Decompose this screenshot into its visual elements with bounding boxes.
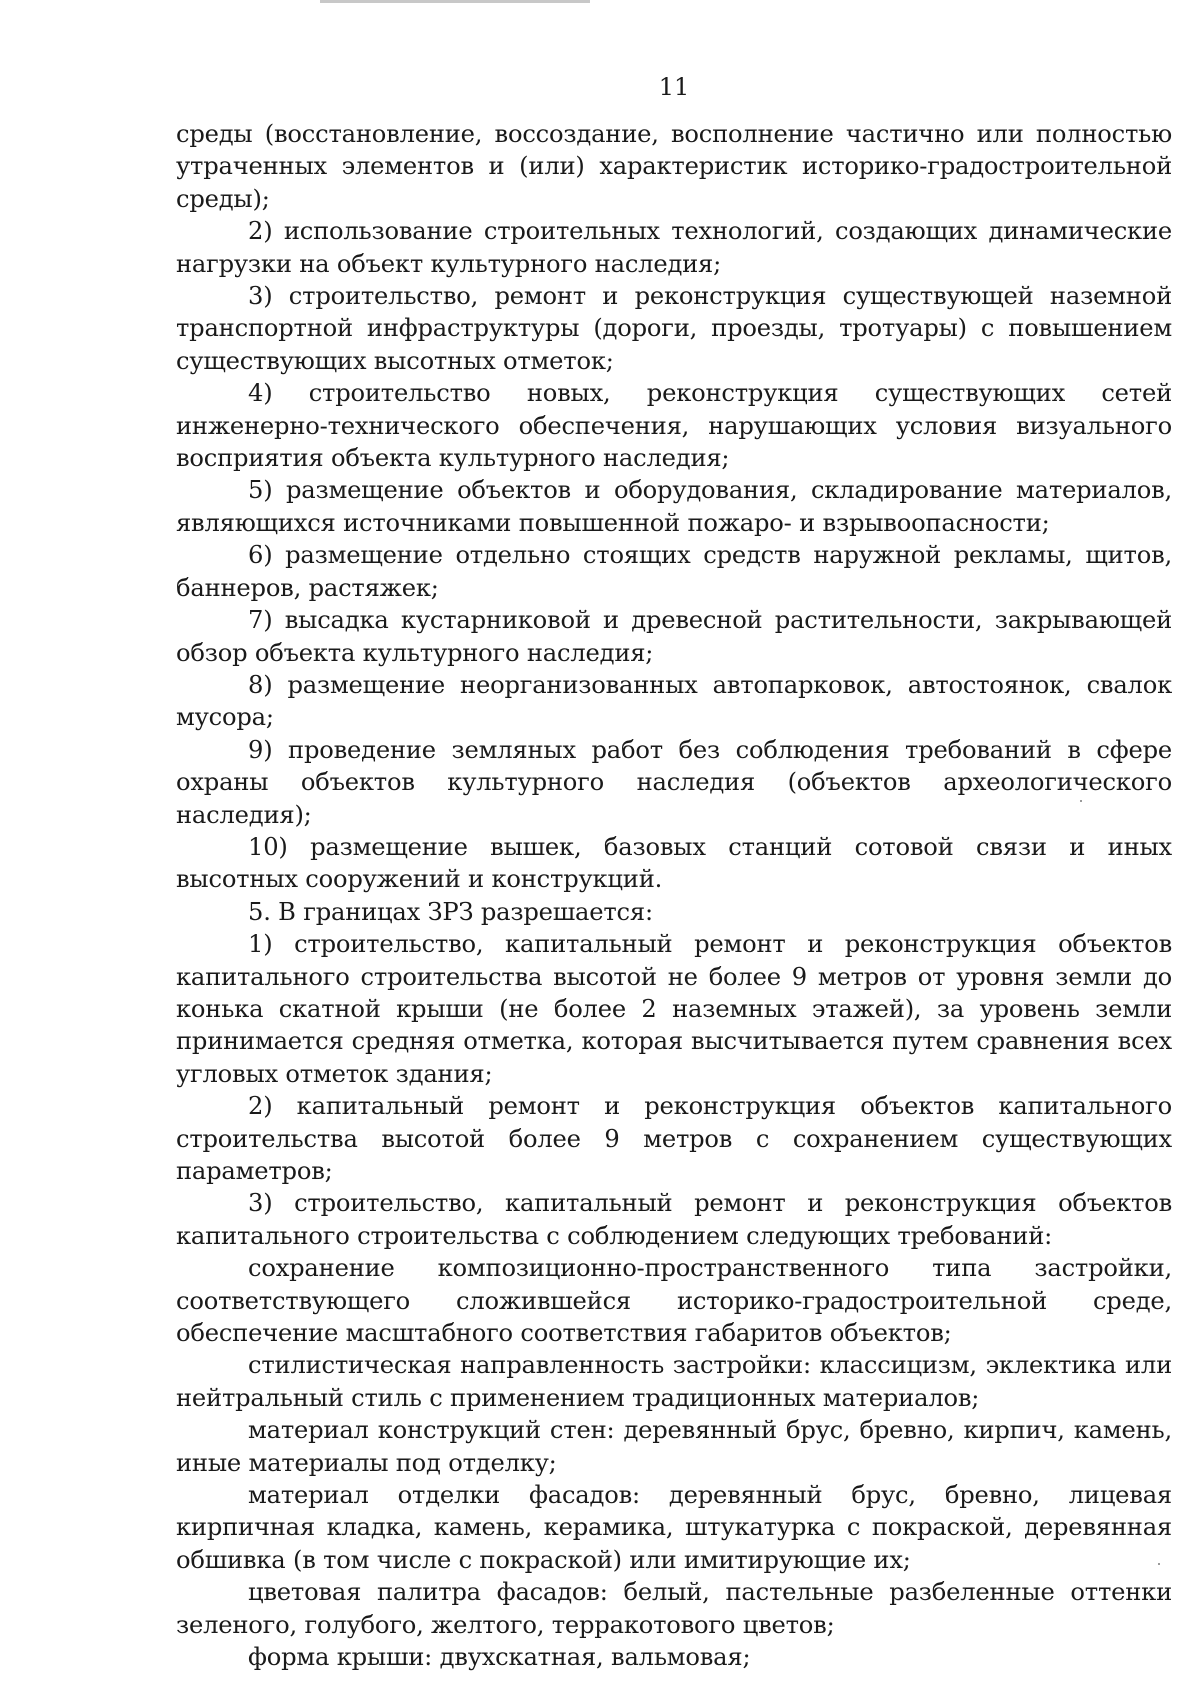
document-paragraph: материал отделки фасадов: деревянный брус, бревно, лицевая кирпичная кладка, камень, керамика, штукатурка с покраской, деревянная обшивка (в том числе с покраской) или имитирующие их; (176, 1481, 1172, 1574)
document-body (176, 118, 1172, 1674)
document-paragraph: 2) капитальный ремонт и реконструкция объектов капитального строительства высотой более 9 метров с сохранением существующих параметров; (176, 1092, 1172, 1185)
document-paragraph: 7) высадка кустарниковой и древесной растительности, закрывающей обзор объекта культурного наследия; (176, 606, 1172, 667)
document-paragraph: 9) проведение земляных работ без соблюдения требований в сфере охраны объектов культурного наследия (объектов археологического наследия); (176, 735, 1172, 829)
document-page (176, 70, 1172, 1674)
scan-edge-mark (320, 0, 590, 3)
document-paragraph: материал конструкций стен: деревянный брус, бревно, кирпич, камень, иные материалы под отделку; (176, 1416, 1172, 1477)
page-number: 11 (658, 73, 690, 101)
document-paragraph: 1) строительство, капитальный ремонт и реконструкция объектов капитального строительства высотой не более 9 метров от уровня земли до конька скатной крыши (не более 2 наземных этажей), за уровень земли принимается средняя отметка, которая высчитывается путем сравнения всех угловых отметок здания; (176, 930, 1172, 1088)
document-paragraph: 8) размещение неорганизованных автопарковок, автостоянок, свалок мусора; (176, 670, 1172, 732)
document-paragraph: 5) размещение объектов и оборудования, складирование материалов, являющихся источниками повышенной пожаро- и взрывоопасности; (176, 476, 1172, 537)
document-paragraph: 10) размещение вышек, базовых станций сотовой связи и иных высотных сооружений и конструкций. (176, 832, 1172, 894)
document-paragraph: 6) размещение отдельно стоящих средств наружной рекламы, щитов, баннеров, растяжек; (176, 541, 1172, 602)
document-paragraph: форма крыши: двухскатная, вальмовая; (248, 1643, 751, 1672)
document-paragraph: 2) использование строительных технологий, создающих динамические нагрузки на объект культурного наследия; (176, 217, 1172, 278)
document-paragraph: 5. В границах ЗРЗ разрешается: (248, 897, 653, 926)
document-paragraph: цветовая палитра фасадов: белый, пастельные разбеленные оттенки зеленого, голубого, желтого, терракотового цветов; (176, 1578, 1172, 1639)
document-paragraph: сохранение композиционно-пространственного типа застройки, соответствующего сложившейся историко-градостроительной среде, обеспечение масштабного соответствия габаритов объектов; (176, 1254, 1172, 1348)
document-paragraph: среды (восстановление, воссоздание, восполнение частично или полностью утраченных элементов и (или) характеристик историко-градостроительной среды); (176, 120, 1172, 213)
document-paragraph: стилистическая направленность застройки: классицизм, эклектика или нейтральный стиль с применением традиционных материалов; (176, 1351, 1172, 1412)
document-paragraph: 3) строительство, ремонт и реконструкция существующей наземной транспортной инфраструктуры (дороги, проезды, тротуары) с повышением существующих высотных отметок; (176, 282, 1172, 375)
document-paragraph: 4) строительство новых, реконструкция существующих сетей инженерно-технического обеспечения, нарушающих условия визуального восприятия объекта культурного наследия; (176, 379, 1172, 473)
document-paragraph: 3) строительство, капитальный ремонт и реконструкция объектов капитального строительства с соблюдением следующих требований: (176, 1189, 1172, 1250)
